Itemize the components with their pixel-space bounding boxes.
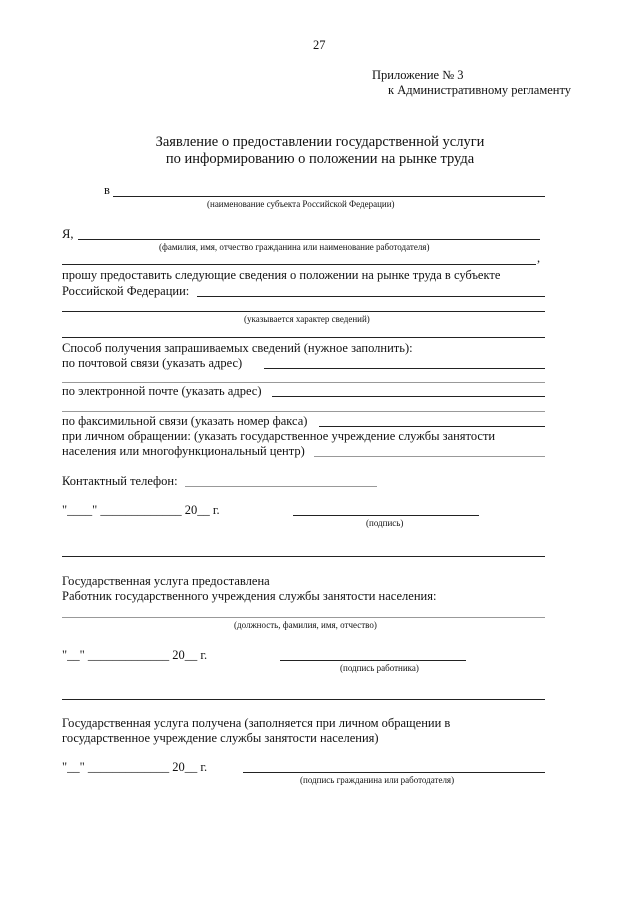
applicant-hint: (фамилия, имя, отчество гражданина или наименование работодателя)	[159, 242, 430, 252]
page-number: 27	[313, 38, 326, 52]
phone-label: Контактный телефон:	[62, 474, 178, 488]
in-person-label-line2: населения или многофункциональный центр)	[62, 444, 305, 458]
applicant-field-line[interactable]	[78, 239, 540, 240]
citizen-date: "__" _____________ 20__ г.	[62, 760, 208, 774]
email-address-line[interactable]	[272, 396, 545, 397]
applicant-comma: ,	[537, 251, 541, 265]
service-received-line2: государственное учреждение службы занятости населения)	[62, 731, 379, 745]
region-field-line[interactable]	[113, 196, 545, 197]
worker-signature-line[interactable]	[280, 660, 466, 661]
email-address-line-2[interactable]	[62, 411, 545, 412]
method-title: Способ получения запрашиваемых сведений (нужное заполнить):	[62, 341, 413, 355]
document-title-line2: по информированию о положении на рынке труда	[165, 151, 475, 167]
phone-field-line[interactable]	[185, 486, 377, 487]
info-field-line-3[interactable]	[62, 337, 545, 338]
service-received-line1: Государственная услуга получена (заполняется при личном обращении в	[62, 716, 451, 730]
worker-signature-hint: (подпись работника)	[340, 663, 419, 673]
signature-hint: (подпись)	[366, 518, 404, 528]
citizen-signature-line[interactable]	[243, 772, 545, 773]
request-text-line2: Российской Федерации:	[62, 284, 190, 298]
in-person-label-line1: при личном обращении: (указать государственное учреждение службы занятости	[62, 429, 496, 443]
section-divider-2	[62, 699, 545, 700]
position-hint: (должность, фамилия, имя, отчество)	[234, 620, 377, 630]
info-field-line-2[interactable]	[62, 311, 545, 312]
section-divider-1	[62, 556, 545, 557]
appendix-regulation: к Административному регламенту	[388, 83, 572, 97]
applicant-date: "____" _____________ 20__ г.	[62, 503, 220, 517]
post-address-line[interactable]	[264, 368, 545, 369]
service-worker-label: Работник государственного учреждения службы занятости населения:	[62, 589, 437, 603]
post-address-line-2[interactable]	[62, 382, 545, 383]
in-person-field-line[interactable]	[314, 456, 545, 457]
service-provided-title: Государственная услуга предоставлена	[62, 574, 270, 588]
fax-number-line[interactable]	[319, 426, 545, 427]
applicant-field-line-2[interactable]	[62, 264, 536, 265]
worker-position-line[interactable]	[62, 617, 545, 618]
by-email-label: по электронной почте (указать адрес)	[62, 384, 262, 398]
document-title-line1: Заявление о предоставлении государственной услуги	[155, 134, 485, 150]
appendix-number: Приложение № 3	[372, 68, 464, 82]
applicant-signature-line[interactable]	[293, 515, 479, 516]
request-text-line1: прошу предоставить следующие сведения о положении на рынке труда в субъекте	[62, 268, 501, 282]
region-hint: (наименование субъекта Российской Федерации)	[207, 199, 395, 209]
worker-date: "__" _____________ 20__ г.	[62, 648, 208, 662]
by-fax-label: по факсимильной связи (указать номер факса)	[62, 414, 308, 428]
info-hint: (указывается характер сведений)	[244, 314, 370, 324]
info-field-line-1[interactable]	[197, 296, 545, 297]
region-prefix: в	[104, 183, 110, 197]
citizen-signature-hint: (подпись гражданина или работодателя)	[300, 775, 455, 785]
applicant-prefix: Я,	[62, 227, 74, 241]
by-post-label: по почтовой связи (указать адрес)	[62, 356, 243, 370]
